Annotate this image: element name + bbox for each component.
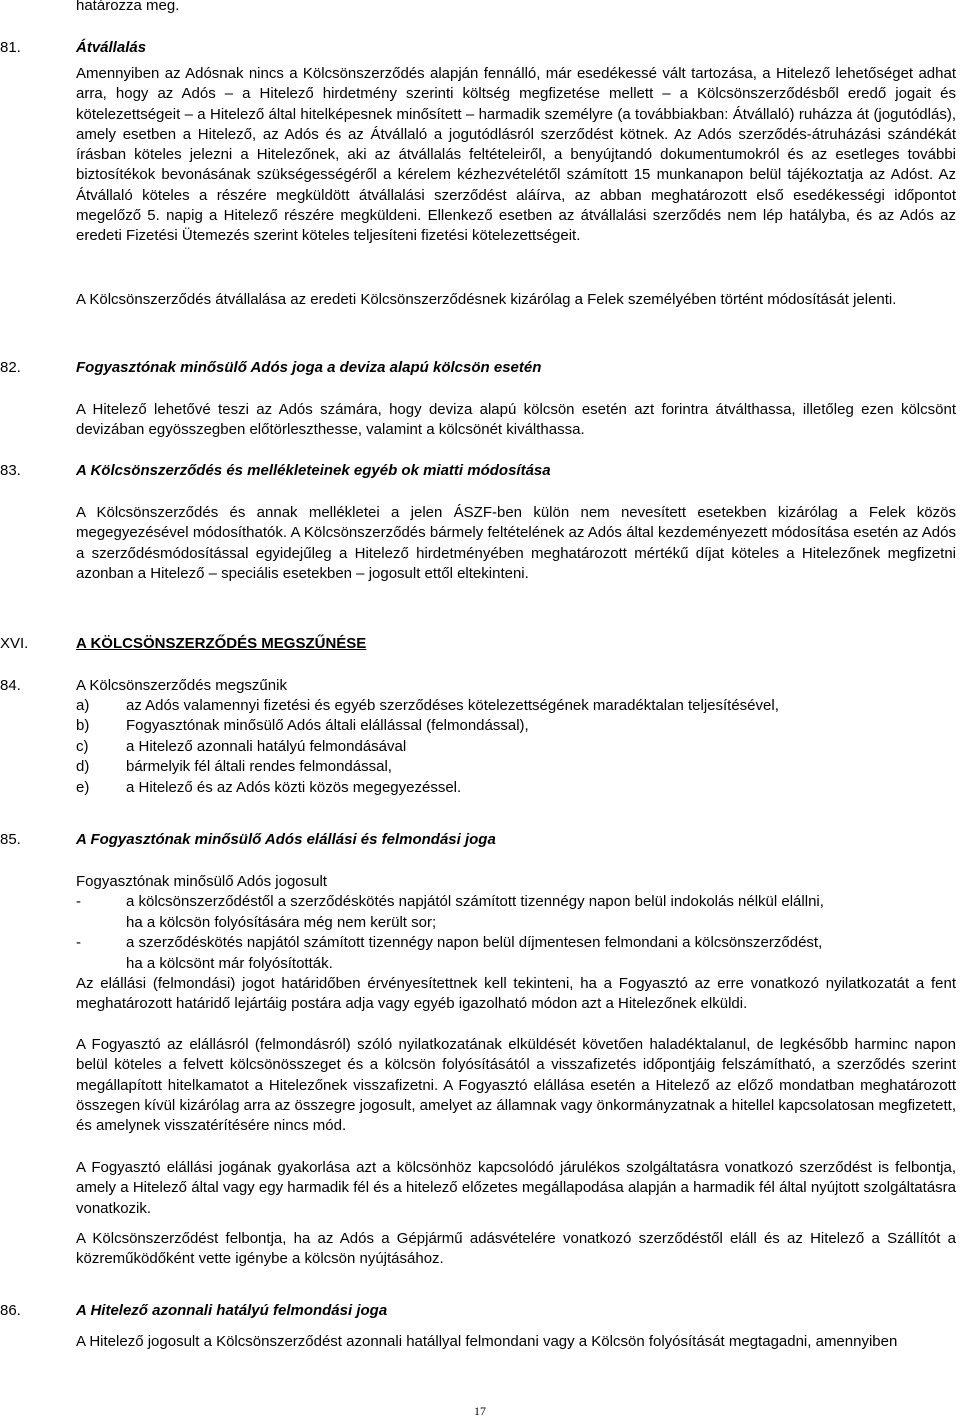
list-item-text: bármelyik fél általi rendes felmondással, — [126, 758, 392, 775]
section-83-number: 83. — [0, 462, 21, 479]
section-85-right-2-line-2: ha a kölcsönt már folyósították. — [126, 955, 333, 972]
section-83-paragraph: A Kölcsönszerződés és annak mellékletei a jelen ÁSZF-ben külön nem nevesített esetekben kizárólag a Felek közös megegyezésével módosíthatók. A Kölcsönszerződés bármely feltételének az Adós által kezdeményezett módosítása esetén az Adós a szerződésmódosítással egyidejűleg a Hitelező hirdetményében meghatározott mértékű díjat köteles a Hitelezőnek megfizetni azonban a Hitelező – speciális esetekben – jogosult ettől eltekinteni. — [76, 504, 956, 582]
section-85-paragraph-4: A Kölcsönszerződést felbontja, ha az Adós a Gépjármű adásvételére vonatkozó szerződéstől eláll és az Hitelező a Szállítót a közreműködőként vette igénybe a kölcsön nyújtásához. — [76, 1230, 956, 1268]
list-item-text: az Adós valamennyi fizetési és egyéb szerződéses kötelezettségének maradéktalan teljesítésével, — [126, 697, 779, 714]
list-item-label: c) — [76, 738, 89, 755]
section-83-title: A Kölcsönszerződés és mellékleteinek egyéb ok miatti módosítása — [76, 462, 551, 479]
section-85-title: A Fogyasztónak minősülő Adós elállási és felmondási joga — [76, 831, 496, 848]
section-86-title: A Hitelező azonnali hatályú felmondási joga — [76, 1302, 388, 1319]
section-85-right-1-line-2: ha a kölcsön folyósítására még nem került sor; — [126, 914, 437, 931]
section-81-paragraph-2: A Kölcsönszerződés átvállalása az eredeti Kölcsönszerződésnek kizárólag a Felek személyében történt módosítását jelenti. — [76, 291, 897, 308]
list-item-label: a) — [76, 697, 90, 714]
section-81-number: 81. — [0, 39, 21, 56]
section-85-number: 85. — [0, 831, 21, 848]
section-85-paragraph-1: Az elállási (felmondási) jogot határidőben érvényesítettnek kell tekinteni, ha a Fogyasztó az erre vonatkozó nyilatkozatát a fent meghatározott határidő lejártáig postára adja vagy egyéb igazolható módon azt a Hitelezőnek elküldi. — [76, 975, 956, 1013]
section-85-paragraph-2: A Fogyasztó az elállásról (felmondásról) szóló nyilatkozatának elküldését követően haladéktalanul, de legkésőbb harminc napon belül köteles a felvett kölcsönösszeget és a kölcsön folyósításától a visszafizetés időpontjáig felszámítható, a szerződés szerint megállapított hitelkamatot a Hitelezőnek visszafizetni. A Fogyasztó elállása esetén a Hitelező az előző mondatban meghatározott összegen kívül kizárólag arra az összegre jogosult, amelyet az államnak vagy önkormányzatnak a hitellel kapcsolatosan megfizetett, és amelynek visszatérítésére nincs mód. — [76, 1036, 956, 1135]
list-item-label: b) — [76, 717, 90, 734]
list-item-text: a Hitelező és az Adós közti közös megegyezéssel. — [126, 779, 462, 796]
chapter-number: XVI. — [0, 635, 29, 652]
section-81-paragraph-1: Amennyiben az Adósnak nincs a Kölcsönszerződés alapján fennálló, már esedékessé vált tartozása, a Hitelező lehetőséget adhat arra, hogy az Adós – a Hitelező hirdetmény szerinti költség megfizetése mellett – a Kölcsönszerződésből eredő jogait és kötelezettségeit – a Hitelező által hitelképesnek minősített – harmadik személyre (a továbbiakban: Átvállaló) ruházza át (jogutódlás), amely esetben a Hitelező, az Adós és az Átvállaló a jogutódlásról szerződést kötnek. Az Adós szerződés-átruházási szándékát írásban köteles jelezni a Hitelezőnek, aki az átvállalás feltételeiről, a benyújtandó dokumentumokról és az esetleges további biztosítékok bevonásának szükségességéről a kérelem kézhezvételétől számított 15 munkanapon belül tájékoztatja az Adóst. Az Átvállaló köteles a részére megküldött átvállalási szerződést aláírva, az abban meghatározott első esedékességi időpontot megelőző 5. napig a Hitelező részére megküldeni. Ellenkező esetben az átvállalási szerződés nem lép hatályba, és az Adós az eredeti Fizetési Ütemezés szerint köteles teljesíteni fizetési kötelezettségeit. — [76, 65, 956, 245]
section-86-number: 86. — [0, 1302, 21, 1319]
page-number: 17 — [474, 1404, 486, 1418]
section-85-intro: Fogyasztónak minősülő Adós jogosult — [76, 873, 327, 890]
list-item-text: a Hitelező azonnali hatályú felmondásával — [126, 738, 407, 755]
section-84-intro: A Kölcsönszerződés megszűnik — [76, 677, 287, 694]
list-item-label: d) — [76, 758, 90, 775]
chapter-title: A KÖLCSÖNSZERZŐDÉS MEGSZŰNÉSE — [76, 635, 367, 652]
section-85-right-1-line-1: a kölcsönszerződéstől a szerződéskötés napjától számított tizennégy napon belül indokolás nélkül elállni, — [126, 893, 824, 910]
section-84-number: 84. — [0, 677, 21, 694]
section-86-paragraph: A Hitelező jogosult a Kölcsönszerződést azonnali hatállyal felmondani vagy a Kölcsön folyósítását megtagadni, amennyiben — [76, 1333, 898, 1350]
list-item-label: e) — [76, 779, 90, 796]
dash-bullet: - — [76, 893, 81, 910]
section-82-paragraph: A Hitelező lehetővé teszi az Adós számára, hogy deviza alapú kölcsön esetén azt forintra átválthassa, illetőleg ezen kölcsönt devizában egyösszegben előtörleszthesse, valamint a kölcsönét kiválthassa. — [76, 401, 956, 439]
section-85-paragraph-3: A Fogyasztó elállási jogának gyakorlása azt a kölcsönhöz kapcsolódó járulékos szolgáltatásra vonatkozó szerződést is felbontja, amely a Hitelező által vagy egy harmadik fél és a hitelező előzetes megállapodása alapján a harmadik fél által nyújtott szolgáltatásra vonatkozik. — [76, 1159, 956, 1217]
continued-text: határozza meg. — [76, 0, 180, 14]
section-85-right-2-line-1: a szerződéskötés napjától számított tizennégy napon belül díjmentesen felmondani a kölcsönszerződést, — [126, 934, 823, 951]
section-81-title: Átvállalás — [76, 39, 147, 56]
dash-bullet: - — [76, 934, 81, 951]
section-82-number: 82. — [0, 359, 21, 376]
list-item-text: Fogyasztónak minősülő Adós általi elállással (felmondással), — [126, 717, 529, 734]
section-82-title: Fogyasztónak minősülő Adós joga a deviza alapú kölcsön esetén — [76, 359, 542, 376]
